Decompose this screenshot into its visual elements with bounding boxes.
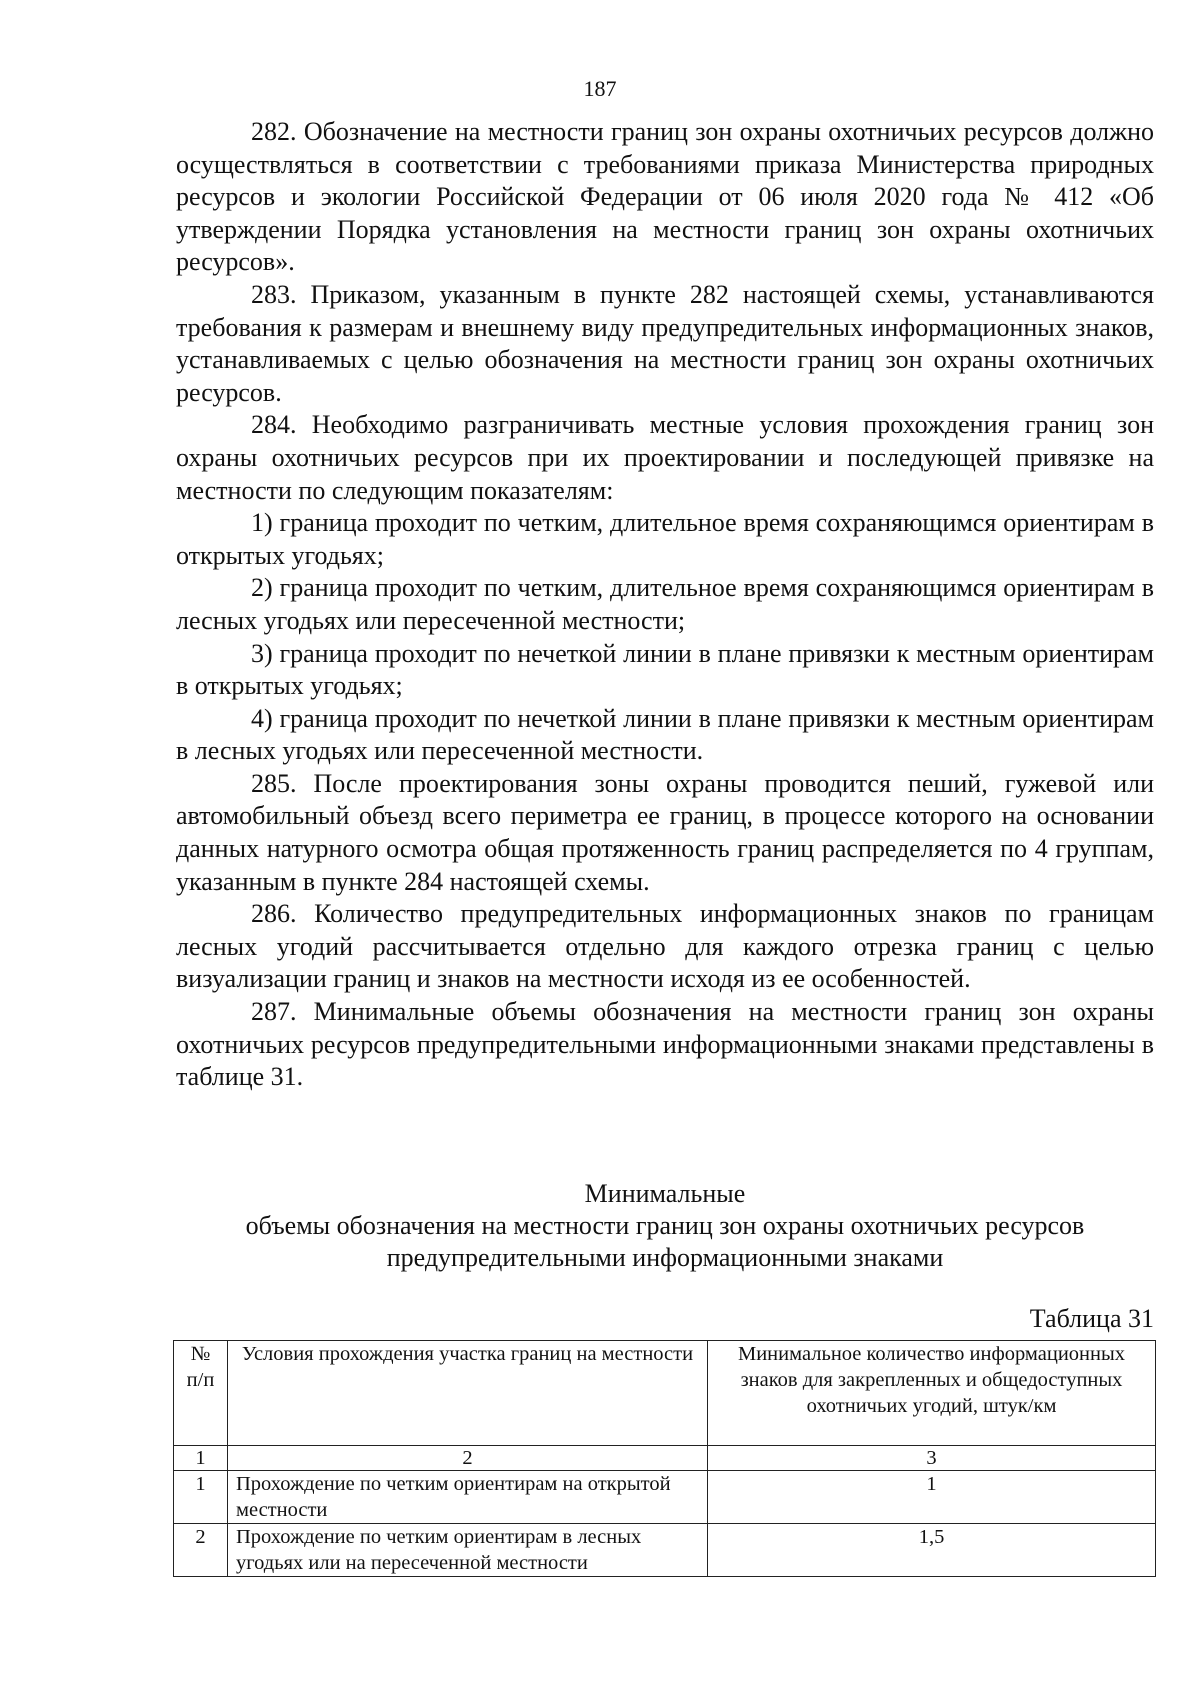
table-label: Таблица 31: [1029, 1304, 1154, 1333]
header-condition: Условия прохождения участка границ на местности: [228, 1341, 708, 1446]
row-number: 1: [174, 1471, 228, 1524]
paragraph-287: 287. Минимальные объемы обозначения на местности границ зон охраны охотничьих ресурсов предупредительными информационными знаками представлены в таблице 31.: [176, 997, 1154, 1092]
document-body: [176, 116, 1154, 1094]
table-caption-line-3: предупредительными информационными знаками: [386, 1243, 944, 1272]
list-item-1: 1) граница проходит по четким, длительное время сохраняющимся ориентирам в открытых угодьях;: [176, 508, 1154, 570]
paragraph-283: 283. Приказом, указанным в пункте 282 настоящей схемы, устанавливаются требования к размерам и внешнему виду предупредительных информационных знаков, устанавливаемых с целью обозначения на местности границ зон охраны охотничьих ресурсов.: [176, 279, 1154, 407]
row-number: 2: [174, 1524, 228, 1577]
table-row: [174, 1471, 1156, 1524]
page-number: 187: [583, 76, 617, 101]
paragraph-282: 282. Обозначение на местности границ зон охраны охотничьих ресурсов должно осуществляться в соответствии с требованиями приказа Министерства природных ресурсов и экологии Российской Федерации от 06 июля 2020 года № 412 «Об утверждении Порядка установления на местности границ зон охраны охотничьих ресурсов».: [176, 117, 1154, 277]
table-column-index-row: [174, 1446, 1156, 1471]
row-value: 1: [708, 1471, 1156, 1524]
table-header-row: [174, 1341, 1156, 1446]
row-condition: Прохождение по четким ориентирам в лесных угодьях или на пересеченной местности: [228, 1524, 708, 1577]
paragraph-284: 284. Необходимо разграничивать местные условия прохождения границ зон охраны охотничьих ресурсов при их проектировании и последующей привязке на местности по следующим показателям:: [176, 410, 1154, 505]
paragraph-285: 285. После проектирования зоны охраны проводится пеший, гужевой или автомобильный объезд всего периметра ее границ, в процессе которого на основании данных натурного осмотра общая протяженность границ распределяется по 4 группам, указанным в пункте 284 настоящей схемы.: [176, 768, 1154, 896]
table-caption-line-1: Минимальные: [584, 1179, 746, 1208]
table-31: [173, 1340, 1156, 1577]
row-condition: Прохождение по четким ориентирам на открытой местности: [228, 1471, 708, 1524]
table-caption-line-2: объемы обозначения на местности границ зон охраны охотничьих ресурсов: [245, 1211, 1085, 1240]
column-index-1: 1: [174, 1446, 228, 1471]
list-item-2: 2) граница проходит по четким, длительное время сохраняющимся ориентирам в лесных угодьях или пересеченной местности;: [176, 573, 1154, 635]
list-item-4: 4) граница проходит по нечеткой линии в плане привязки к местным ориентирам в лесных угодьях или пересеченной местности.: [176, 703, 1154, 766]
column-index-3: 3: [708, 1446, 1156, 1471]
paragraph-286: 286. Количество предупредительных информационных знаков по границам лесных угодий рассчитывается отдельно для каждого отрезка границ с целью визуализации границ и знаков на местности исходя из ее особенностей.: [176, 899, 1154, 994]
row-value: 1,5: [708, 1524, 1156, 1577]
table-caption: [176, 1178, 1154, 1274]
column-index-2: 2: [228, 1446, 708, 1471]
header-number: № п/п: [174, 1341, 228, 1446]
list-item-3: 3) граница проходит по нечеткой линии в плане привязки к местным ориентирам в открытых угодьях;: [176, 638, 1154, 701]
header-min-count: Минимальное количество информационных знаков для закрепленных и общедоступных охотничьих угодий, штук/км: [708, 1341, 1156, 1446]
table-row: [174, 1524, 1156, 1577]
